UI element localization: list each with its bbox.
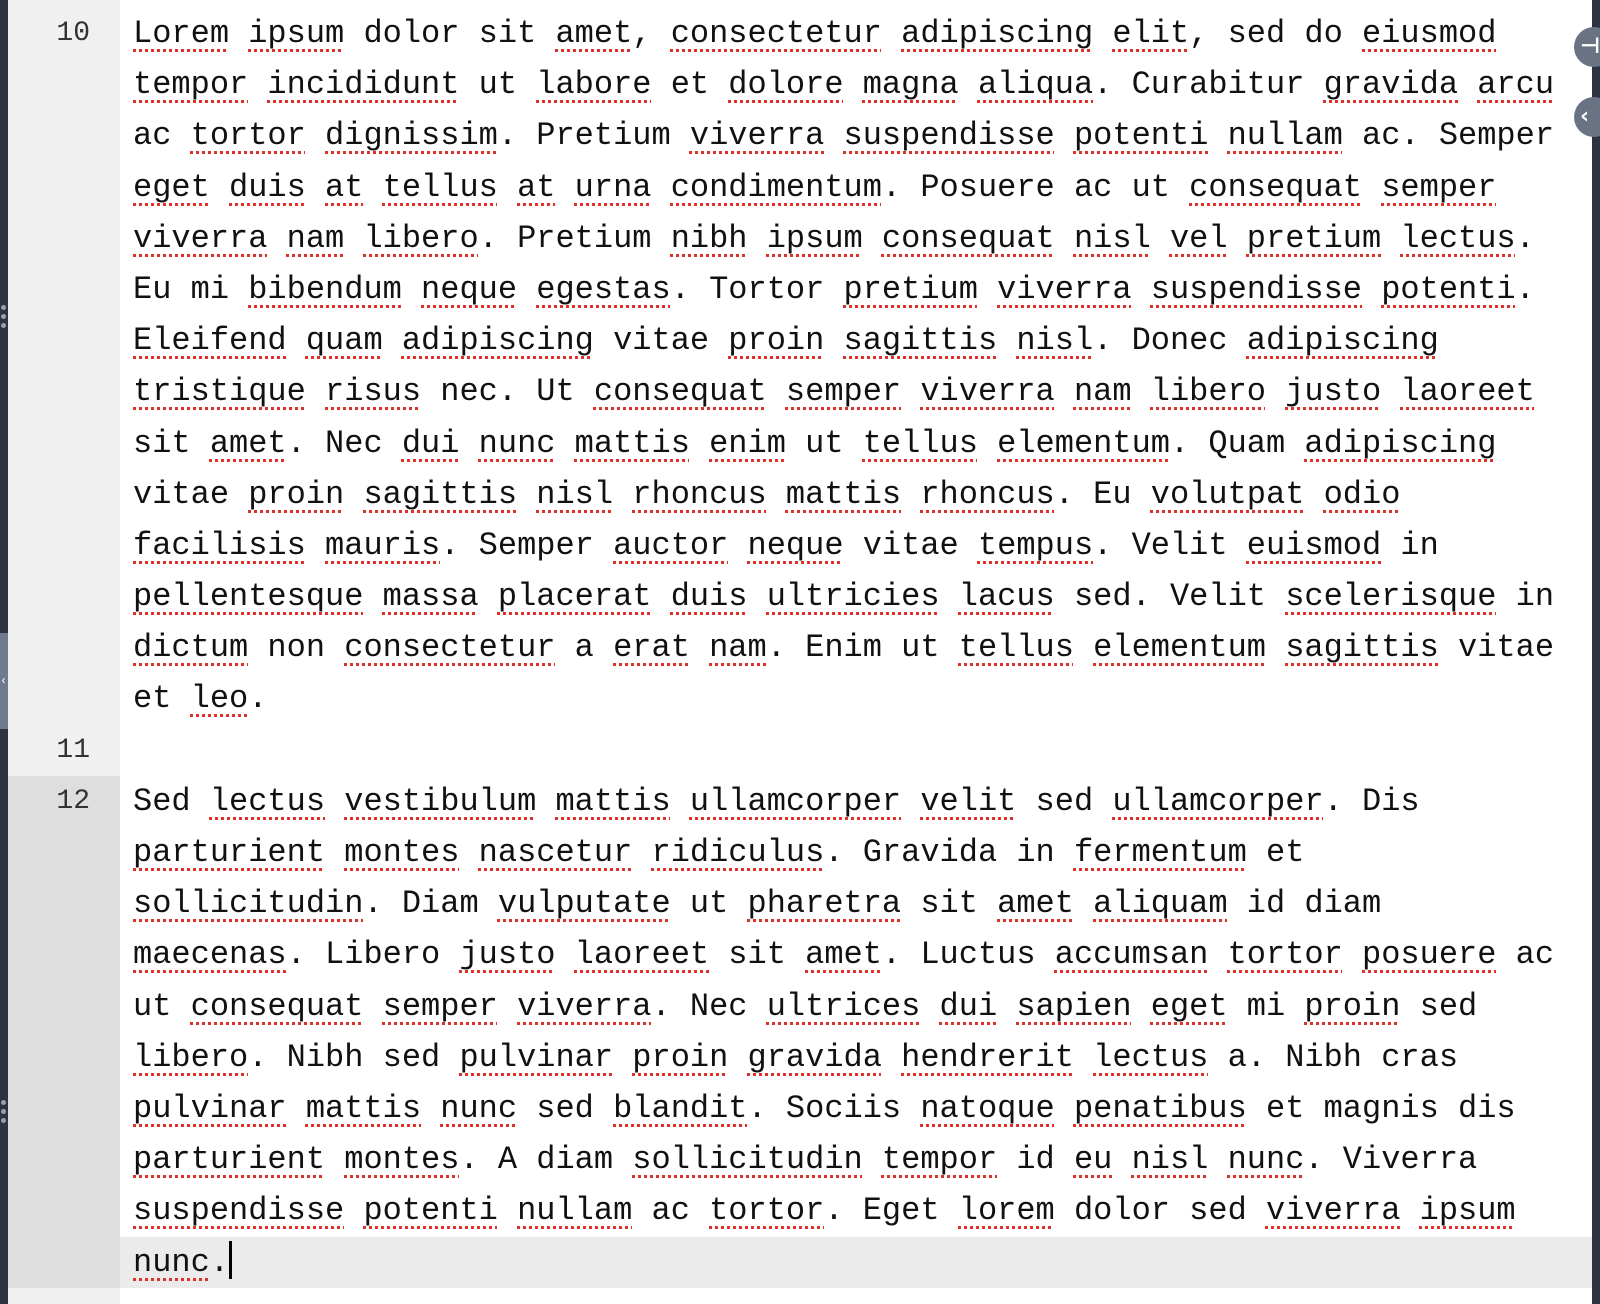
line-text[interactable] xyxy=(120,622,1592,673)
editor-row[interactable] xyxy=(8,673,1592,724)
line-text-content: libero. Nibh sed pulvinar proin gravida hendrerit lectus a. Nibh cras xyxy=(133,1038,1459,1076)
line-text-content: tempor incididunt ut labore et dolore magna aliqua. Curabitur gravida arcu xyxy=(133,66,1555,104)
line-text[interactable] xyxy=(120,673,1592,724)
editor-row[interactable] xyxy=(8,827,1592,878)
editor-row[interactable] xyxy=(8,469,1592,520)
editor-row[interactable] xyxy=(8,725,1592,776)
line-number xyxy=(8,1032,120,1083)
line-text[interactable] xyxy=(120,1185,1592,1236)
line-text-content: pellentesque massa placerat duis ultricies lacus sed. Velit scelerisque in xyxy=(133,578,1555,616)
line-number xyxy=(8,520,120,571)
line-text[interactable] xyxy=(120,418,1592,469)
line-number xyxy=(8,418,120,469)
line-text[interactable] xyxy=(120,776,1592,827)
line-number xyxy=(8,827,120,878)
left-panel-edge xyxy=(0,0,8,1304)
line-text-content: facilisis mauris. Semper auctor neque vitae tempus. Velit euismod in xyxy=(133,526,1439,564)
line-text-content: tristique risus nec. Ut consequat semper viverra nam libero justo laoreet xyxy=(133,373,1535,411)
text-editor[interactable] xyxy=(8,8,1592,1304)
line-text[interactable] xyxy=(120,213,1592,264)
line-number xyxy=(8,981,120,1032)
editor-row[interactable] xyxy=(8,162,1592,213)
line-text-content: parturient montes nascetur ridiculus. Gravida in fermentum et xyxy=(133,834,1305,871)
line-number xyxy=(8,315,120,366)
line-text[interactable] xyxy=(120,8,1592,59)
line-number xyxy=(8,264,120,315)
line-number xyxy=(8,59,120,110)
line-text-content: maecenas. Libero justo laoreet sit amet. Luctus accumsan tortor posuere ac xyxy=(133,936,1555,974)
line-text-content: Sed lectus vestibulum mattis ullamcorper velit sed ullamcorper. Dis xyxy=(133,782,1420,820)
line-text[interactable] xyxy=(120,1032,1592,1083)
editor-row[interactable] xyxy=(8,622,1592,673)
line-text[interactable] xyxy=(120,469,1592,520)
line-text-content: Lorem ipsum dolor sit amet, consectetur adipiscing elit, sed do eiusmod xyxy=(133,15,1497,52)
text-cursor xyxy=(229,1241,232,1279)
right-panel-edge xyxy=(1580,0,1600,1304)
line-number xyxy=(8,469,120,520)
line-text[interactable] xyxy=(120,827,1592,878)
line-text-content: sollicitudin. Diam vulputate ut pharetra sit amet aliquam id diam xyxy=(133,885,1382,923)
line-text[interactable] xyxy=(120,725,1592,776)
line-text[interactable] xyxy=(120,1134,1592,1185)
editor-row[interactable] xyxy=(8,1032,1592,1083)
editor-row[interactable] xyxy=(8,1185,1592,1236)
gutter-filler xyxy=(8,0,120,8)
chevron-left-icon[interactable]: ‹ xyxy=(1574,97,1600,137)
editor-row[interactable] xyxy=(8,929,1592,980)
line-number xyxy=(8,929,120,980)
editor-row[interactable] xyxy=(8,315,1592,366)
toggle-panel-icon[interactable]: ⊣ xyxy=(1574,27,1600,67)
line-text-content: viverra nam libero. Pretium nibh ipsum consequat nisl vel pretium lectus. xyxy=(133,219,1535,257)
line-number xyxy=(8,673,120,724)
line-number xyxy=(8,622,120,673)
editor-row[interactable] xyxy=(8,110,1592,161)
line-text-content: ac tortor dignissim. Pretium viverra suspendisse potenti nullam ac. Semper xyxy=(133,117,1555,155)
line-text[interactable] xyxy=(120,366,1592,417)
line-number: 12 xyxy=(8,776,120,827)
gutter-filler xyxy=(8,1288,120,1304)
line-number xyxy=(8,1185,120,1236)
line-number: 10 xyxy=(8,8,120,59)
line-number xyxy=(8,878,120,929)
drag-handle-icon[interactable] xyxy=(1,305,6,332)
line-text-content: Eleifend quam adipiscing vitae proin sagittis nisl. Donec adipiscing xyxy=(133,322,1439,360)
editor-row[interactable] xyxy=(8,1237,1592,1288)
editor-row[interactable] xyxy=(8,264,1592,315)
line-text-content: Eu mi bibendum neque egestas. Tortor pretium viverra suspendisse potenti. xyxy=(133,270,1535,308)
line-number xyxy=(8,1134,120,1185)
editor-row[interactable] xyxy=(8,1083,1592,1134)
line-text-content: dictum non consectetur a erat nam. Enim ut tellus elementum sagittis vitae xyxy=(133,629,1555,667)
line-text[interactable] xyxy=(120,1237,1592,1288)
line-text[interactable] xyxy=(120,1083,1592,1134)
line-text[interactable] xyxy=(120,981,1592,1032)
line-text[interactable] xyxy=(120,520,1592,571)
line-number xyxy=(8,213,120,264)
collapse-left-panel-button[interactable]: ‹ xyxy=(0,633,8,729)
line-text-content: eget duis at tellus at urna condimentum. Posuere ac ut consequat semper xyxy=(133,168,1497,206)
line-text-content: sit amet. Nec dui nunc mattis enim ut tellus elementum. Quam adipiscing xyxy=(133,424,1497,462)
editor-row[interactable] xyxy=(8,59,1592,110)
editor-row[interactable] xyxy=(8,571,1592,622)
line-text[interactable] xyxy=(120,59,1592,110)
line-text-content: parturient montes. A diam sollicitudin tempor id eu nisl nunc. Viverra xyxy=(133,1141,1478,1179)
line-text-content: nunc. xyxy=(133,1243,230,1281)
line-number xyxy=(8,110,120,161)
editor-row[interactable] xyxy=(8,418,1592,469)
line-text-content: ut consequat semper viverra. Nec ultrices dui sapien eget mi proin sed xyxy=(133,987,1478,1025)
line-number xyxy=(8,366,120,417)
line-number xyxy=(8,1083,120,1134)
line-text-content: et leo. xyxy=(133,680,268,718)
editor-row[interactable] xyxy=(8,1134,1592,1185)
line-text[interactable] xyxy=(120,162,1592,213)
editor-row[interactable] xyxy=(8,8,1592,59)
line-number xyxy=(8,1237,120,1288)
editor-row[interactable] xyxy=(8,366,1592,417)
line-text[interactable] xyxy=(120,878,1592,929)
line-text[interactable] xyxy=(120,264,1592,315)
line-number xyxy=(8,571,120,622)
editor-row[interactable] xyxy=(8,776,1592,827)
line-text-content: suspendisse potenti nullam ac tortor. Eget lorem dolor sed viverra ipsum xyxy=(133,1192,1516,1230)
editor-row[interactable] xyxy=(8,213,1592,264)
line-number: 11 xyxy=(8,725,120,776)
line-number xyxy=(8,162,120,213)
line-text-content: pulvinar mattis nunc sed blandit. Sociis natoque penatibus et magnis dis xyxy=(133,1089,1516,1127)
line-text[interactable] xyxy=(120,929,1592,980)
editor-row[interactable] xyxy=(8,981,1592,1032)
drag-handle-icon[interactable] xyxy=(1,1100,6,1127)
editor-row[interactable] xyxy=(8,878,1592,929)
editor-row[interactable] xyxy=(8,520,1592,571)
line-text-content: vitae proin sagittis nisl rhoncus mattis rhoncus. Eu volutpat odio xyxy=(133,475,1401,513)
line-text[interactable] xyxy=(120,571,1592,622)
line-text[interactable] xyxy=(120,110,1592,161)
line-text[interactable] xyxy=(120,315,1592,366)
